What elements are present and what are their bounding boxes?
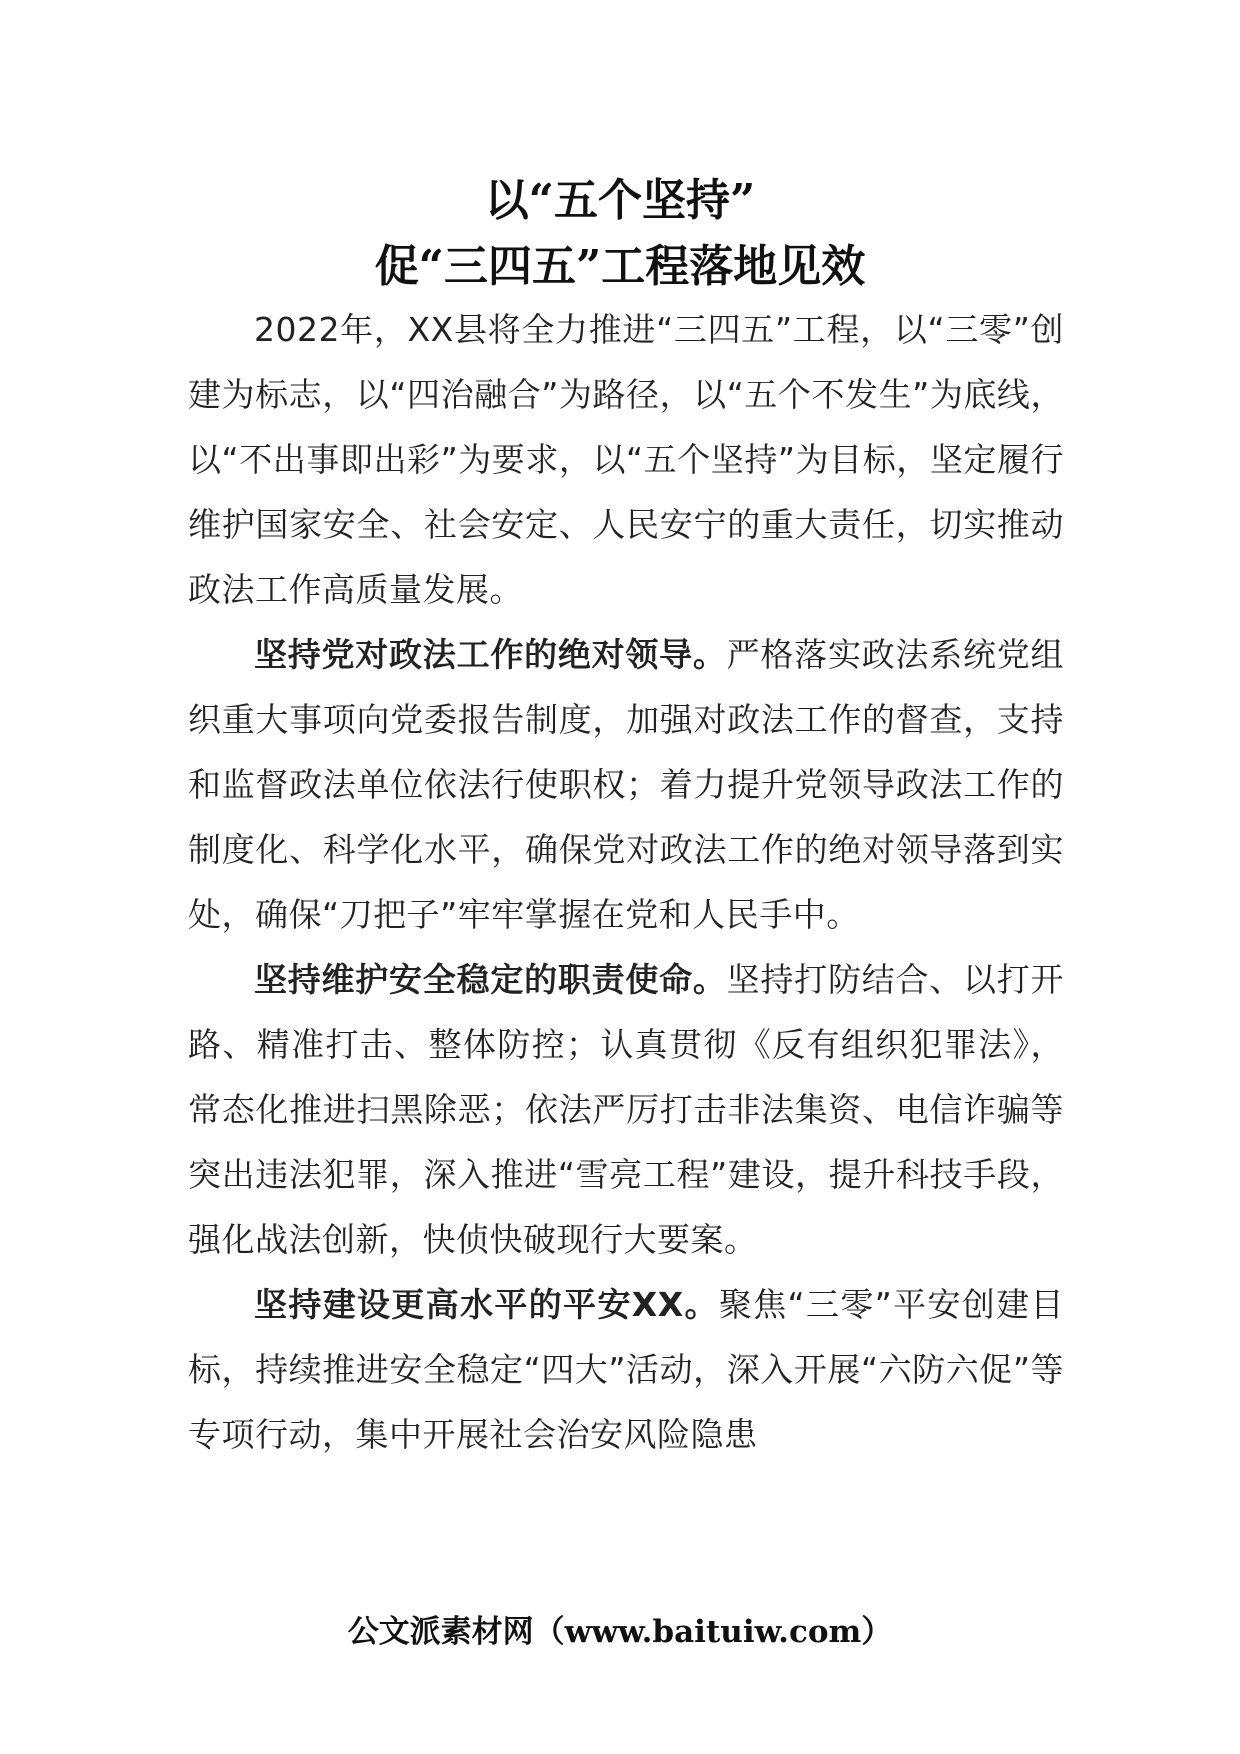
- title-line-2: 促“三四五”工程落地见效: [374, 241, 866, 292]
- paragraph-text: 坚持打防结合、以打开路、精准打击、整体防控；认真贯彻《反有组织犯罪法》，常态化推进扫黑除恶；依法严厉打击非法集资、电信诈骗等突出违法犯罪，深入推进“雪亮工程”建设，提升科技手段，强化战法创新，快侦快破现行大要案。: [188, 960, 1065, 1259]
- document-title: [0, 168, 1240, 300]
- paragraph-heading: 坚持维护安全稳定的职责使命。: [254, 960, 727, 999]
- document-body: [188, 297, 1064, 1467]
- paragraph-leadership: [188, 622, 1064, 947]
- paragraph-text: 2022年，XX县将全力推进“三四五”工程，以“三零”创建为标志，以“四治融合”为路径，以“五个不发生”为底线，以“不出事即出彩”为要求，以“五个坚持”为目标，坚定履行维护国家安全、社会安定、人民安宁的重大责任，切实推动政法工作高质量发展。: [188, 310, 1064, 609]
- paragraph-heading: 坚持建设更高水平的平安XX。: [254, 1285, 719, 1324]
- paragraph-intro: [188, 297, 1064, 622]
- paragraph-text: 严格落实政法系统党组织重大事项向党委报告制度，加强对政法工作的督查，支持和监督政法单位依法行使职权；着力提升党领导政法工作的制度化、科学化水平，确保党对政法工作的绝对领导落到实处，确保“刀把子”牢牢掌握在党和人民手中。: [188, 635, 1065, 934]
- title-line-1: 以“五个坚持”: [484, 175, 756, 226]
- page-footer: 公文派素材网（www.baituiw.com）: [347, 1614, 893, 1650]
- paragraph-heading: 坚持党对政法工作的绝对领导。: [254, 635, 727, 674]
- paragraph-security: [188, 947, 1064, 1272]
- paragraph-safety: [188, 1272, 1064, 1467]
- paragraph-text: 聚焦“三零”平安创建目标，持续推进安全稳定“四大”活动，深入开展“六防六促”等专项行动，集中开展社会治安风险隐患: [188, 1285, 1064, 1454]
